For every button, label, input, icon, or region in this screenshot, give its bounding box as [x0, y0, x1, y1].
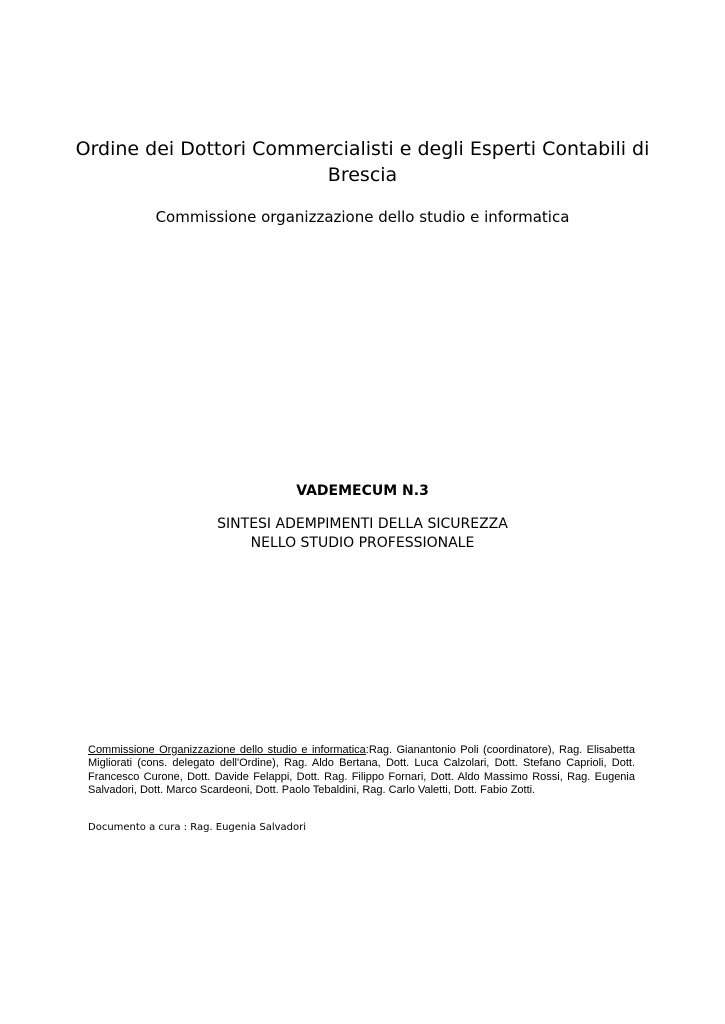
title-line-2: Brescia	[327, 164, 398, 186]
commission-label: Commissione Organizzazione dello studio e informatica	[88, 744, 366, 756]
commission-subtitle: Commissione organizzazione dello studio e informatica	[155, 208, 570, 226]
subject-line-2: NELLO STUDIO PROFESSIONALE	[250, 535, 475, 551]
commission-members: :Rag. Gianantonio Poli (coordinatore), Rag. Elisabetta Migliorati (cons. delegato dell'Ordine), Rag. Aldo Bertana, Dott. Luca Calzolari, Dott. Stefano Caprioli, Dott. Francesco Curone, Dott. Davide Felappi, Dott. Rag. Filippo Fornari, Dott. Aldo Massimo Rossi, Rag. Eugenia Salvadori, Dott. Marco Scardeoni, Dott. Paolo Tebaldini, Rag. Carlo Valetti, Dott. Fabio Zotti.	[88, 744, 635, 797]
commission-members-paragraph	[88, 744, 635, 798]
page-title	[60, 136, 665, 188]
curated-by: Documento a cura : Rag. Eugenia Salvadori	[88, 822, 307, 833]
vademecum-heading: VADEMECUM N.3	[296, 483, 429, 499]
title-line-1: Ordine dei Dottori Commercialisti e degli Esperti Contabili di	[75, 138, 650, 160]
subject-line-1: SINTESI ADEMPIMENTI DELLA SICUREZZA	[217, 516, 508, 532]
document-subject	[60, 515, 665, 553]
